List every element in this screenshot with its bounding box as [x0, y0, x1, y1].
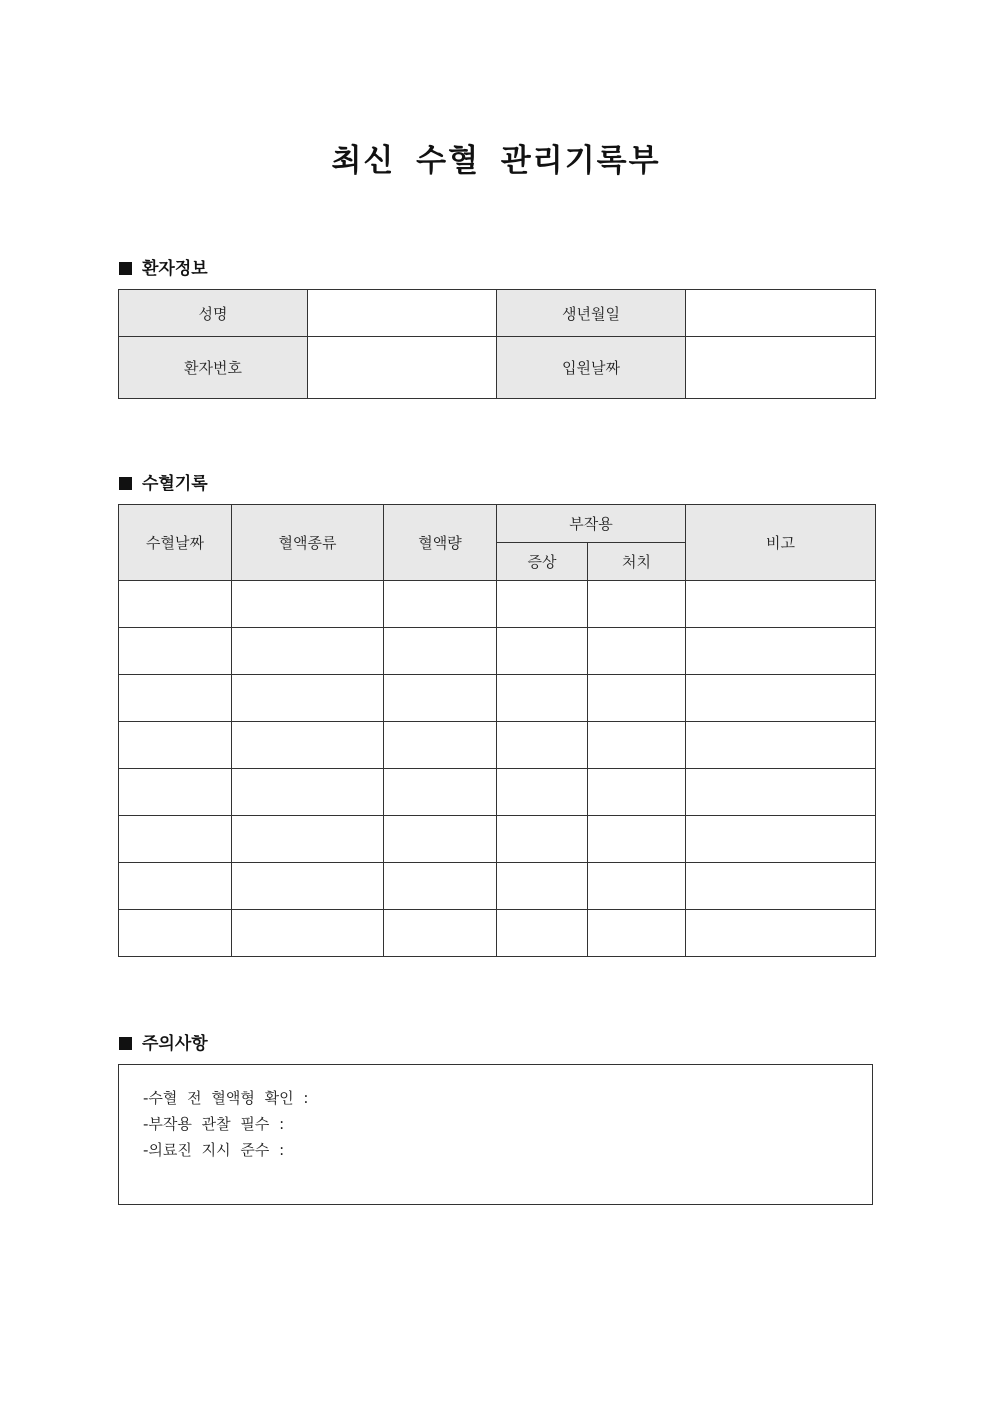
cell-volume[interactable] — [384, 863, 497, 910]
notes-box[interactable] — [118, 1064, 873, 1205]
cell-symptom[interactable] — [497, 628, 588, 675]
square-bullet-icon — [119, 477, 132, 490]
cell-volume[interactable] — [384, 769, 497, 816]
section-heading-notes — [119, 1029, 208, 1054]
cell-symptom[interactable] — [497, 863, 588, 910]
column-header-side-effect: 부작용 — [497, 505, 686, 543]
cell-volume[interactable] — [384, 581, 497, 628]
patient-info-table — [118, 289, 876, 399]
cell-date[interactable] — [119, 722, 232, 769]
cell-remarks[interactable] — [686, 628, 876, 675]
square-bullet-icon — [119, 1037, 132, 1050]
cell-remarks[interactable] — [686, 581, 876, 628]
table-row — [119, 910, 876, 957]
cell-blood-type[interactable] — [232, 863, 384, 910]
cell-treatment[interactable] — [588, 628, 686, 675]
record-rows — [119, 581, 876, 957]
note-item-blood-type-check: -수혈 전 혈액형 확인 : — [143, 1089, 309, 1107]
table-row — [119, 769, 876, 816]
cell-treatment[interactable] — [588, 581, 686, 628]
cell-treatment[interactable] — [588, 816, 686, 863]
column-header-volume: 혈액량 — [384, 505, 497, 581]
birth-date-label: 생년월일 — [497, 290, 686, 337]
section-heading-label: 주의사항 — [142, 1034, 208, 1054]
cell-volume[interactable] — [384, 722, 497, 769]
transfusion-record-table — [118, 504, 876, 957]
cell-symptom[interactable] — [497, 769, 588, 816]
cell-date[interactable] — [119, 816, 232, 863]
cell-treatment[interactable] — [588, 863, 686, 910]
table-row — [119, 816, 876, 863]
cell-remarks[interactable] — [686, 675, 876, 722]
cell-symptom[interactable] — [497, 910, 588, 957]
cell-treatment[interactable] — [588, 675, 686, 722]
cell-date[interactable] — [119, 581, 232, 628]
square-bullet-icon — [119, 262, 132, 275]
name-field[interactable] — [308, 290, 497, 337]
cell-blood-type[interactable] — [232, 675, 384, 722]
section-heading-label: 환자정보 — [142, 259, 208, 279]
column-header-blood-type: 혈액종류 — [232, 505, 384, 581]
cell-blood-type[interactable] — [232, 722, 384, 769]
cell-date[interactable] — [119, 769, 232, 816]
table-row — [119, 863, 876, 910]
cell-volume[interactable] — [384, 675, 497, 722]
cell-date[interactable] — [119, 863, 232, 910]
cell-remarks[interactable] — [686, 910, 876, 957]
cell-remarks[interactable] — [686, 722, 876, 769]
section-heading-label: 수혈기록 — [142, 474, 208, 494]
table-row — [119, 675, 876, 722]
cell-blood-type[interactable] — [232, 628, 384, 675]
cell-symptom[interactable] — [497, 675, 588, 722]
admission-date-field[interactable] — [686, 337, 876, 399]
page-title: 최신 수혈 관리기록부 — [331, 143, 661, 179]
table-row — [119, 722, 876, 769]
column-header-symptom: 증상 — [497, 543, 588, 581]
cell-remarks[interactable] — [686, 863, 876, 910]
cell-symptom[interactable] — [497, 816, 588, 863]
admission-date-label: 입원날짜 — [497, 337, 686, 399]
cell-blood-type[interactable] — [232, 910, 384, 957]
note-item-side-effect-observation: -부작용 관찰 필수 : — [143, 1115, 285, 1133]
cell-treatment[interactable] — [588, 722, 686, 769]
cell-treatment[interactable] — [588, 769, 686, 816]
patient-number-label: 환자번호 — [119, 337, 308, 399]
cell-date[interactable] — [119, 628, 232, 675]
birth-date-field[interactable] — [686, 290, 876, 337]
cell-blood-type[interactable] — [232, 816, 384, 863]
cell-volume[interactable] — [384, 628, 497, 675]
cell-remarks[interactable] — [686, 769, 876, 816]
cell-blood-type[interactable] — [232, 769, 384, 816]
cell-symptom[interactable] — [497, 722, 588, 769]
table-row — [119, 581, 876, 628]
column-header-date: 수혈날짜 — [119, 505, 232, 581]
cell-date[interactable] — [119, 910, 232, 957]
cell-treatment[interactable] — [588, 910, 686, 957]
name-label: 성명 — [119, 290, 308, 337]
cell-volume[interactable] — [384, 816, 497, 863]
cell-remarks[interactable] — [686, 816, 876, 863]
column-header-treatment: 처치 — [588, 543, 686, 581]
column-header-remarks: 비고 — [686, 505, 876, 581]
cell-volume[interactable] — [384, 910, 497, 957]
table-row — [119, 628, 876, 675]
note-item-follow-instructions: -의료진 지시 준수 : — [143, 1141, 285, 1159]
cell-date[interactable] — [119, 675, 232, 722]
section-heading-patient-info — [119, 254, 208, 279]
patient-number-field[interactable] — [308, 337, 497, 399]
cell-blood-type[interactable] — [232, 581, 384, 628]
cell-symptom[interactable] — [497, 581, 588, 628]
section-heading-transfusion-record — [119, 469, 208, 494]
